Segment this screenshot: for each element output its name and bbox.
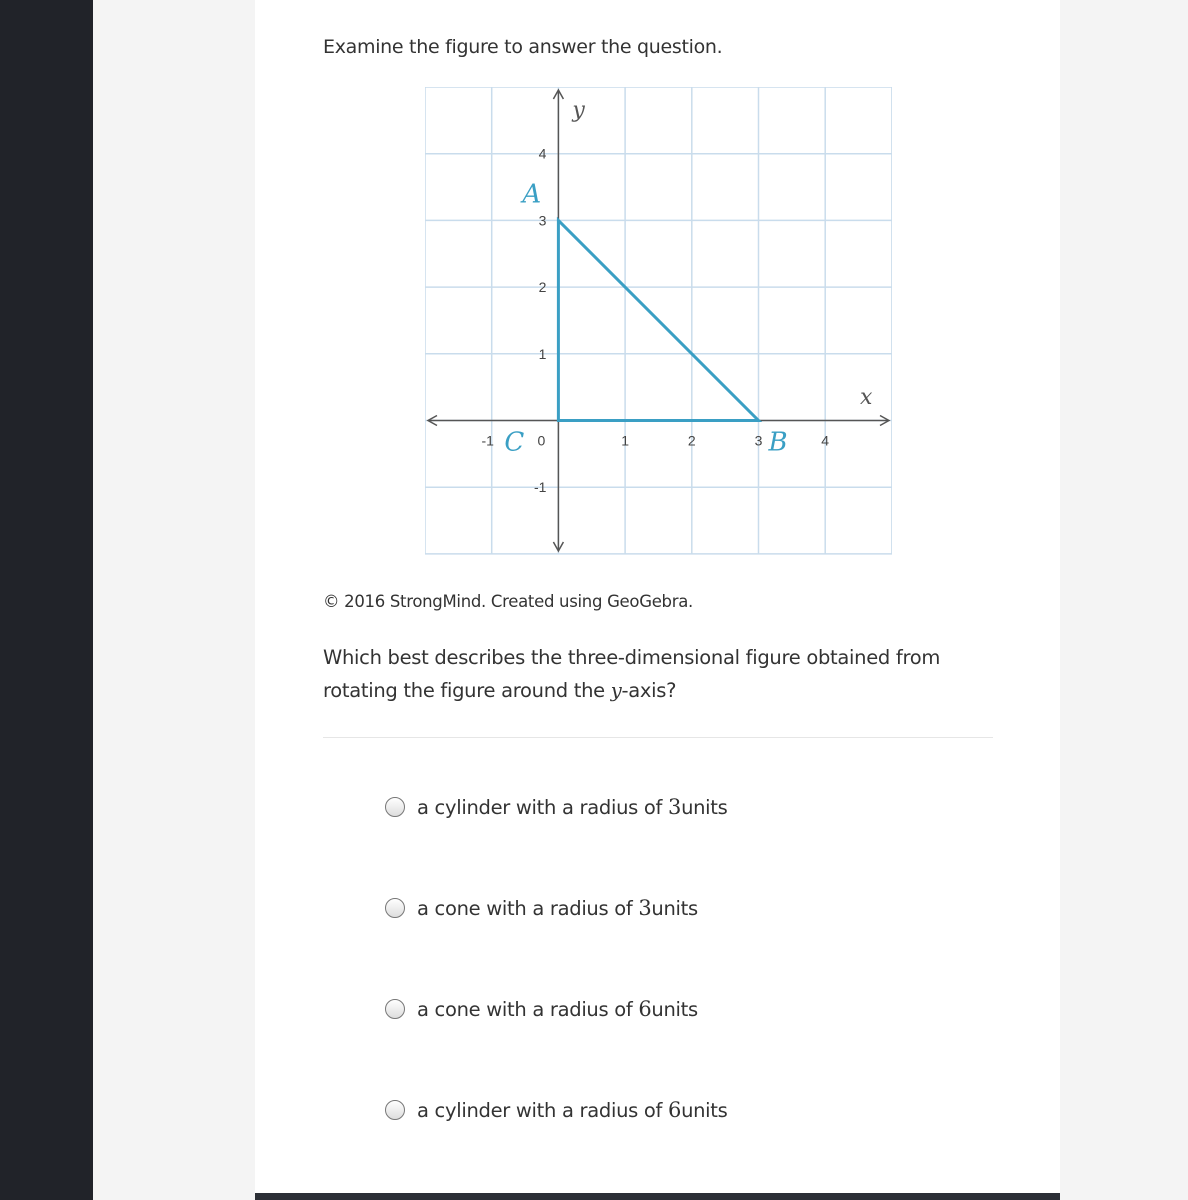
- point-label-a: A: [522, 179, 542, 210]
- option-text: units: [651, 896, 698, 920]
- question-variable: y: [610, 679, 622, 702]
- left-sidebar: [0, 0, 93, 1200]
- x-tick-label: 1: [621, 432, 629, 449]
- bottom-bar: [255, 1193, 1060, 1200]
- answer-option-4[interactable]: [385, 1098, 728, 1122]
- copyright-text: © 2016 StrongMind. Created using GeoGebra.: [323, 592, 693, 611]
- y-tick-label: 2: [538, 279, 547, 296]
- x-tick-label: 0: [537, 432, 546, 449]
- radio-button[interactable]: [385, 797, 405, 817]
- option-text: units: [651, 997, 698, 1021]
- option-number: 3: [638, 896, 652, 920]
- prompt-text: Examine the figure to answer the question.: [323, 36, 723, 58]
- x-tick-label: 3: [754, 432, 763, 449]
- triangle-abc: [558, 220, 758, 420]
- x-tick-label: 4: [821, 432, 830, 449]
- divider: [323, 737, 993, 738]
- radio-button[interactable]: [385, 898, 405, 918]
- question-part: -axis?: [621, 679, 677, 702]
- answer-option-3[interactable]: [385, 997, 698, 1021]
- x-axis-label: x: [860, 385, 873, 410]
- point-label-b: B: [768, 427, 788, 458]
- answer-option-2[interactable]: [385, 896, 698, 920]
- y-tick-label: 4: [538, 145, 547, 162]
- option-text: units: [681, 795, 728, 819]
- point-label-c: C: [504, 427, 525, 458]
- option-text: a cone with a radius of: [417, 997, 633, 1021]
- question-part: Which best describes the three-dimensional figure obtained from rotating the figure around the: [323, 646, 941, 702]
- coordinate-plane-figure: [425, 87, 892, 557]
- y-tick-label: 1: [538, 345, 547, 362]
- option-text: units: [681, 1098, 728, 1122]
- question-text: [323, 641, 1003, 707]
- y-tick-label: 3: [538, 212, 547, 229]
- x-tick-label: -1: [481, 432, 494, 449]
- answer-option-1[interactable]: [385, 795, 728, 819]
- x-tick-label: 2: [687, 432, 696, 449]
- radio-button[interactable]: [385, 999, 405, 1019]
- option-number: 6: [638, 997, 652, 1021]
- option-number: 3: [668, 795, 682, 819]
- option-text: a cone with a radius of: [417, 896, 633, 920]
- y-axis-label: y: [572, 98, 585, 123]
- radio-button[interactable]: [385, 1100, 405, 1120]
- option-text: a cylinder with a radius of: [417, 1098, 663, 1122]
- option-number: 6: [668, 1098, 682, 1122]
- y-tick-label: -1: [533, 479, 547, 496]
- option-text: a cylinder with a radius of: [417, 795, 663, 819]
